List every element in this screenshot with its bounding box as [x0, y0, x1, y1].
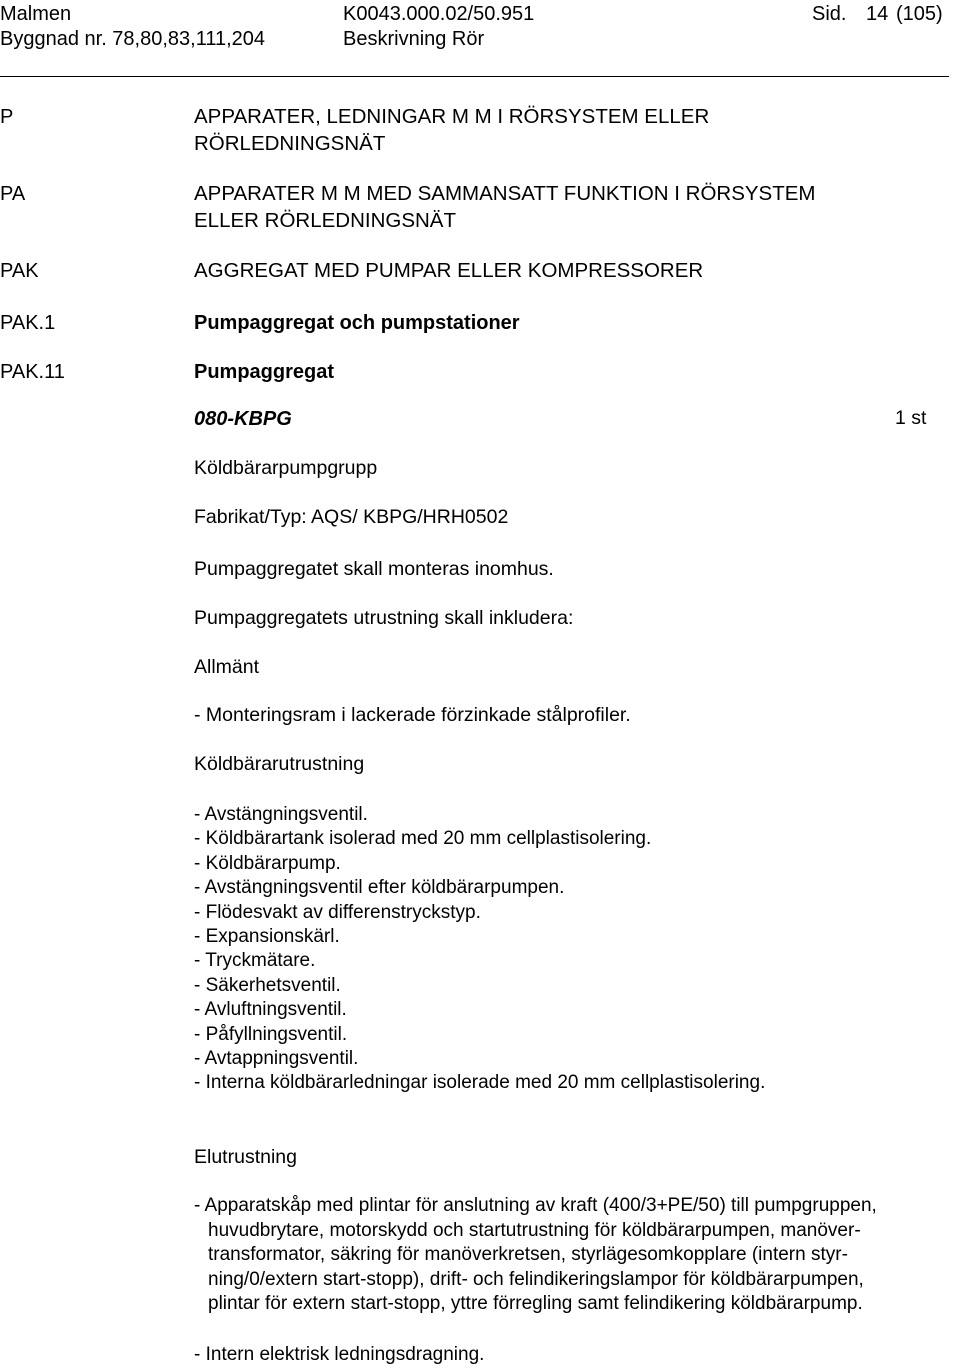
list-item: - Köldbärarpump. [194, 852, 341, 874]
mounting-note: Pumpaggregatet skall monteras inomhus. [194, 558, 554, 580]
page-label: Sid. [812, 3, 847, 25]
electrical-heading: Elutrustning [194, 1146, 297, 1168]
list-item: - Avstängningsventil efter köldbärarpumpen. [194, 877, 565, 899]
paragraph-line: huvudbrytare, motorskydd och startutrustning för köldbärarpumpen, manöver- [208, 1219, 861, 1241]
paragraph-line: plintar för extern start-stopp, yttre förregling samt felindikering köldbärarpump. [208, 1293, 863, 1315]
paragraph-line: transformator, säkring för manöverkretsen, styrlägesomkopplare (intern styr- [208, 1244, 848, 1266]
document-code: K0043.000.02/50.951 [343, 3, 535, 25]
section-title-pak-1: Pumpaggregat och pumpstationer [194, 312, 520, 334]
list-item: - Flödesvakt av differenstryckstyp. [194, 901, 481, 923]
section-title-pa-line1: APPARATER M M MED SAMMANSATT FUNKTION I RÖRSYSTEM [194, 182, 816, 205]
list-item: - Expansionskärl. [194, 926, 340, 948]
section-title-p-line1: APPARATER, LEDNINGAR M M I RÖRSYSTEM ELLER [194, 105, 710, 128]
list-item: - Interna köldbärarledningar isolerade med 20 mm cellplastisolering. [194, 1072, 766, 1094]
section-title-pa-line2: ELLER RÖRLEDNINGSNÄT [194, 209, 457, 232]
item-fabrikat: Fabrikat/Typ: AQS/ KBPG/HRH0502 [194, 506, 509, 528]
general-item: - Monteringsram i lackerade förzinkade stålprofiler. [194, 704, 631, 726]
paragraph-line: ning/0/extern start-stopp), drift- och felindikeringslampor för köldbärarpumpen, [208, 1268, 864, 1290]
building-numbers: Byggnad nr. 78,80,83,111,204 [0, 28, 266, 50]
coolant-equipment-list [194, 803, 765, 1096]
item-name: Köldbärarpumpgrupp [194, 457, 378, 479]
electrical-paragraph [194, 1194, 960, 1317]
document-description: Beskrivning Rör [343, 28, 485, 50]
list-item: - Säkerhetsventil. [194, 974, 341, 996]
company-name: Malmen [0, 3, 72, 25]
list-item: - Avluftningsventil. [194, 999, 347, 1021]
section-code-pa: PA [0, 183, 26, 205]
header-divider [0, 76, 949, 77]
item-id: 080-KBPG [194, 408, 292, 430]
section-title-p-line2: RÖRLEDNINGSNÄT [194, 132, 386, 155]
section-title-pak-11: Pumpaggregat [194, 361, 335, 383]
paragraph-line: - Apparatskåp med plintar för anslutning av kraft (400/3+PE/50) till pumpgruppen, [194, 1195, 877, 1216]
section-code-pak-11: PAK.11 [0, 361, 65, 383]
item-quantity: 1 st [895, 407, 927, 429]
list-item: - Avstängningsventil. [194, 804, 368, 825]
list-item: - Avtappningsventil. [194, 1048, 359, 1070]
page-number: 14 [866, 3, 889, 25]
coolant-equipment-heading: Köldbärarutrustning [194, 753, 365, 775]
section-title-pak: AGGREGAT MED PUMPAR ELLER KOMPRESSORER [194, 259, 704, 282]
page-total: (105) [896, 3, 943, 25]
list-item: - Tryckmätare. [194, 950, 316, 972]
list-item: - Köldbärartank isolerad med 20 mm cellplastisolering. [194, 828, 652, 850]
general-heading: Allmänt [194, 656, 260, 678]
electrical-wiring: - Intern elektrisk ledningsdragning. [194, 1344, 485, 1365]
list-item: - Påfyllningsventil. [194, 1023, 348, 1045]
section-code-p: P [0, 106, 14, 128]
section-code-pak: PAK [0, 260, 39, 282]
section-code-pak-1: PAK.1 [0, 312, 56, 334]
includes-intro: Pumpaggregatets utrustning skall inkludera: [194, 607, 574, 629]
